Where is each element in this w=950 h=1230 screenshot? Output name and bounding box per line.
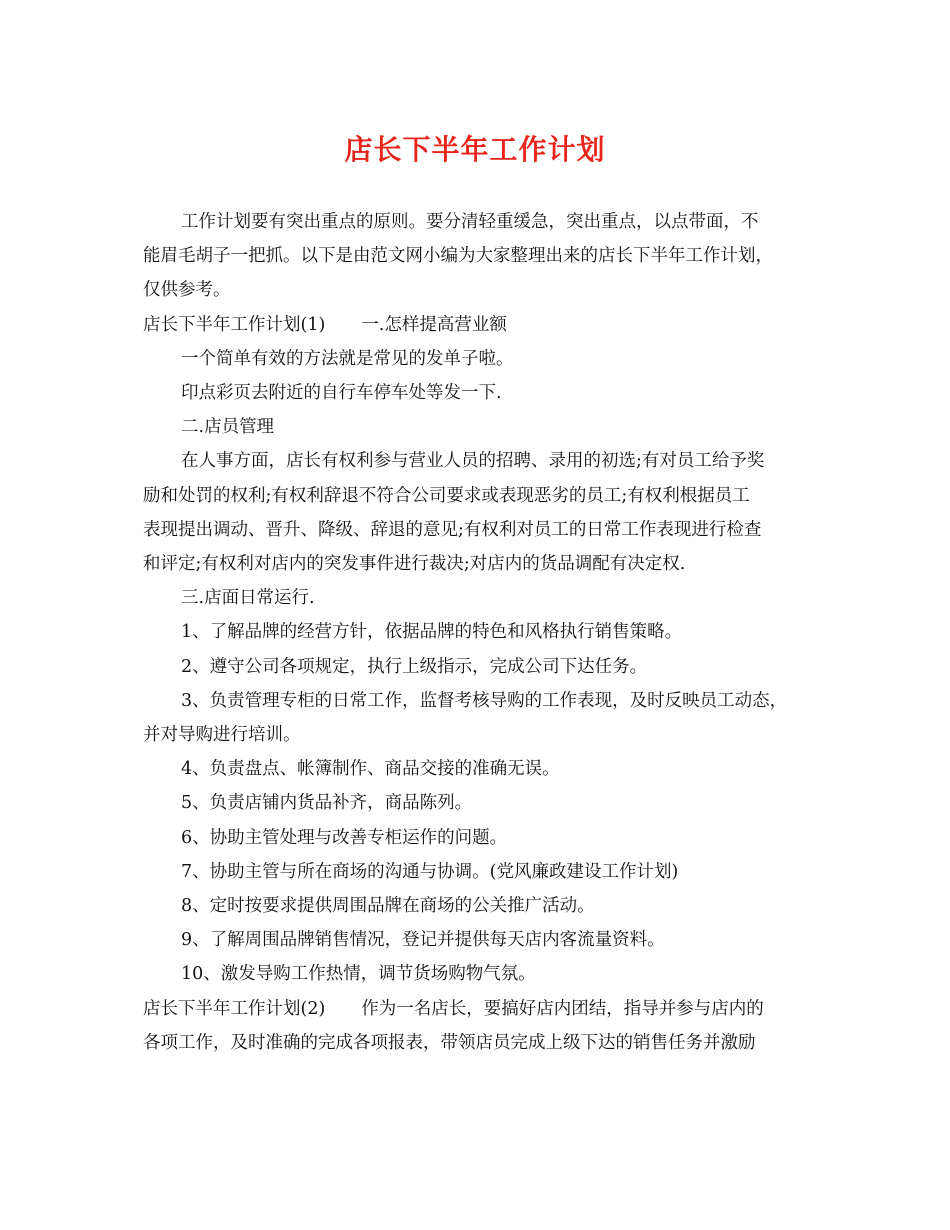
list-item: 2、遵守公司各项规定，执行上级指示，完成公司下达任务。 — [181, 656, 648, 677]
heading-daily-operations: 三.店面日常运行. — [181, 588, 315, 609]
plan-2-label: 店长下半年工作计划(2) — [143, 998, 326, 1019]
paragraph-line: 表现提出调动、晋升、降级、辞退的意见;有权利对员工的日常工作表现进行检查 — [143, 519, 762, 540]
paragraph-text: 作为一名店长，要搞好店内团结，指导并参与店内的 — [361, 998, 764, 1019]
paragraph-line: 在人事方面，店长有权利参与营业人员的招聘、录用的初选;有对员工给予奖 — [181, 451, 765, 472]
list-item: 3、负责管理专柜的日常工作，监督考核导购的工作表现，及时反映员工动态， — [181, 690, 788, 711]
heading-revenue: 一.怎样提高营业额 — [361, 314, 507, 335]
intro-line-2: 能眉毛胡子一把抓。以下是由范文网小编为大家整理出来的店长下半年工作计划， — [143, 246, 773, 267]
paragraph-line: 一个简单有效的方法就是常见的发单子啦。 — [181, 348, 514, 369]
list-item: 4、负责盘点、帐簿制作、商品交接的准确无误。 — [181, 759, 560, 780]
list-item: 9、了解周围品牌销售情况，登记并提供每天店内客流量资料。 — [181, 930, 665, 951]
intro-line-1: 工作计划要有突出重点的原则。要分清轻重缓急，突出重点，以点带面，不 — [181, 212, 759, 232]
list-item: 7、协助主管与所在商场的沟通与协调。(党风廉政建设工作计划) — [181, 861, 679, 882]
paragraph-line: 励和处罚的权利;有权利辞退不符合公司要求或表现恶劣的员工;有权利根据员工 — [143, 485, 750, 506]
section-1-heading-line — [143, 308, 811, 342]
section-2-heading-line — [143, 992, 811, 1026]
plan-1-label: 店长下半年工作计划(1) — [143, 314, 326, 335]
paragraph-line: 印点彩页去附近的自行车停车处等发一下. — [181, 383, 502, 404]
list-item: 10、激发导购工作热情，调节货场购物气氛。 — [181, 964, 536, 985]
list-item-continuation: 并对导购进行培训。 — [143, 725, 301, 746]
paragraph-line: 各项工作，及时准确的完成各项报表，带领店员完成上级下达的销售任务并激励 — [143, 1032, 756, 1053]
paragraph-line: 和评定;有权利对店内的突发事件进行裁决;对店内的货品调配有决定权. — [143, 554, 686, 575]
list-item: 1、了解品牌的经营方针，依据品牌的特色和风格执行销售策略。 — [181, 622, 683, 643]
list-item: 8、定时按要求提供周围品牌在商场的公关推广活动。 — [181, 896, 595, 917]
document-title: 店长下半年工作计划 — [344, 133, 606, 166]
heading-staff-management: 二.店员管理 — [181, 417, 275, 438]
list-item: 6、协助主管处理与改善专柜运作的问题。 — [181, 827, 508, 848]
document-body — [143, 205, 811, 1060]
intro-line-3: 仅供参考。 — [143, 280, 231, 301]
list-item: 5、负责店铺内货品补齐，商品陈列。 — [181, 793, 473, 814]
